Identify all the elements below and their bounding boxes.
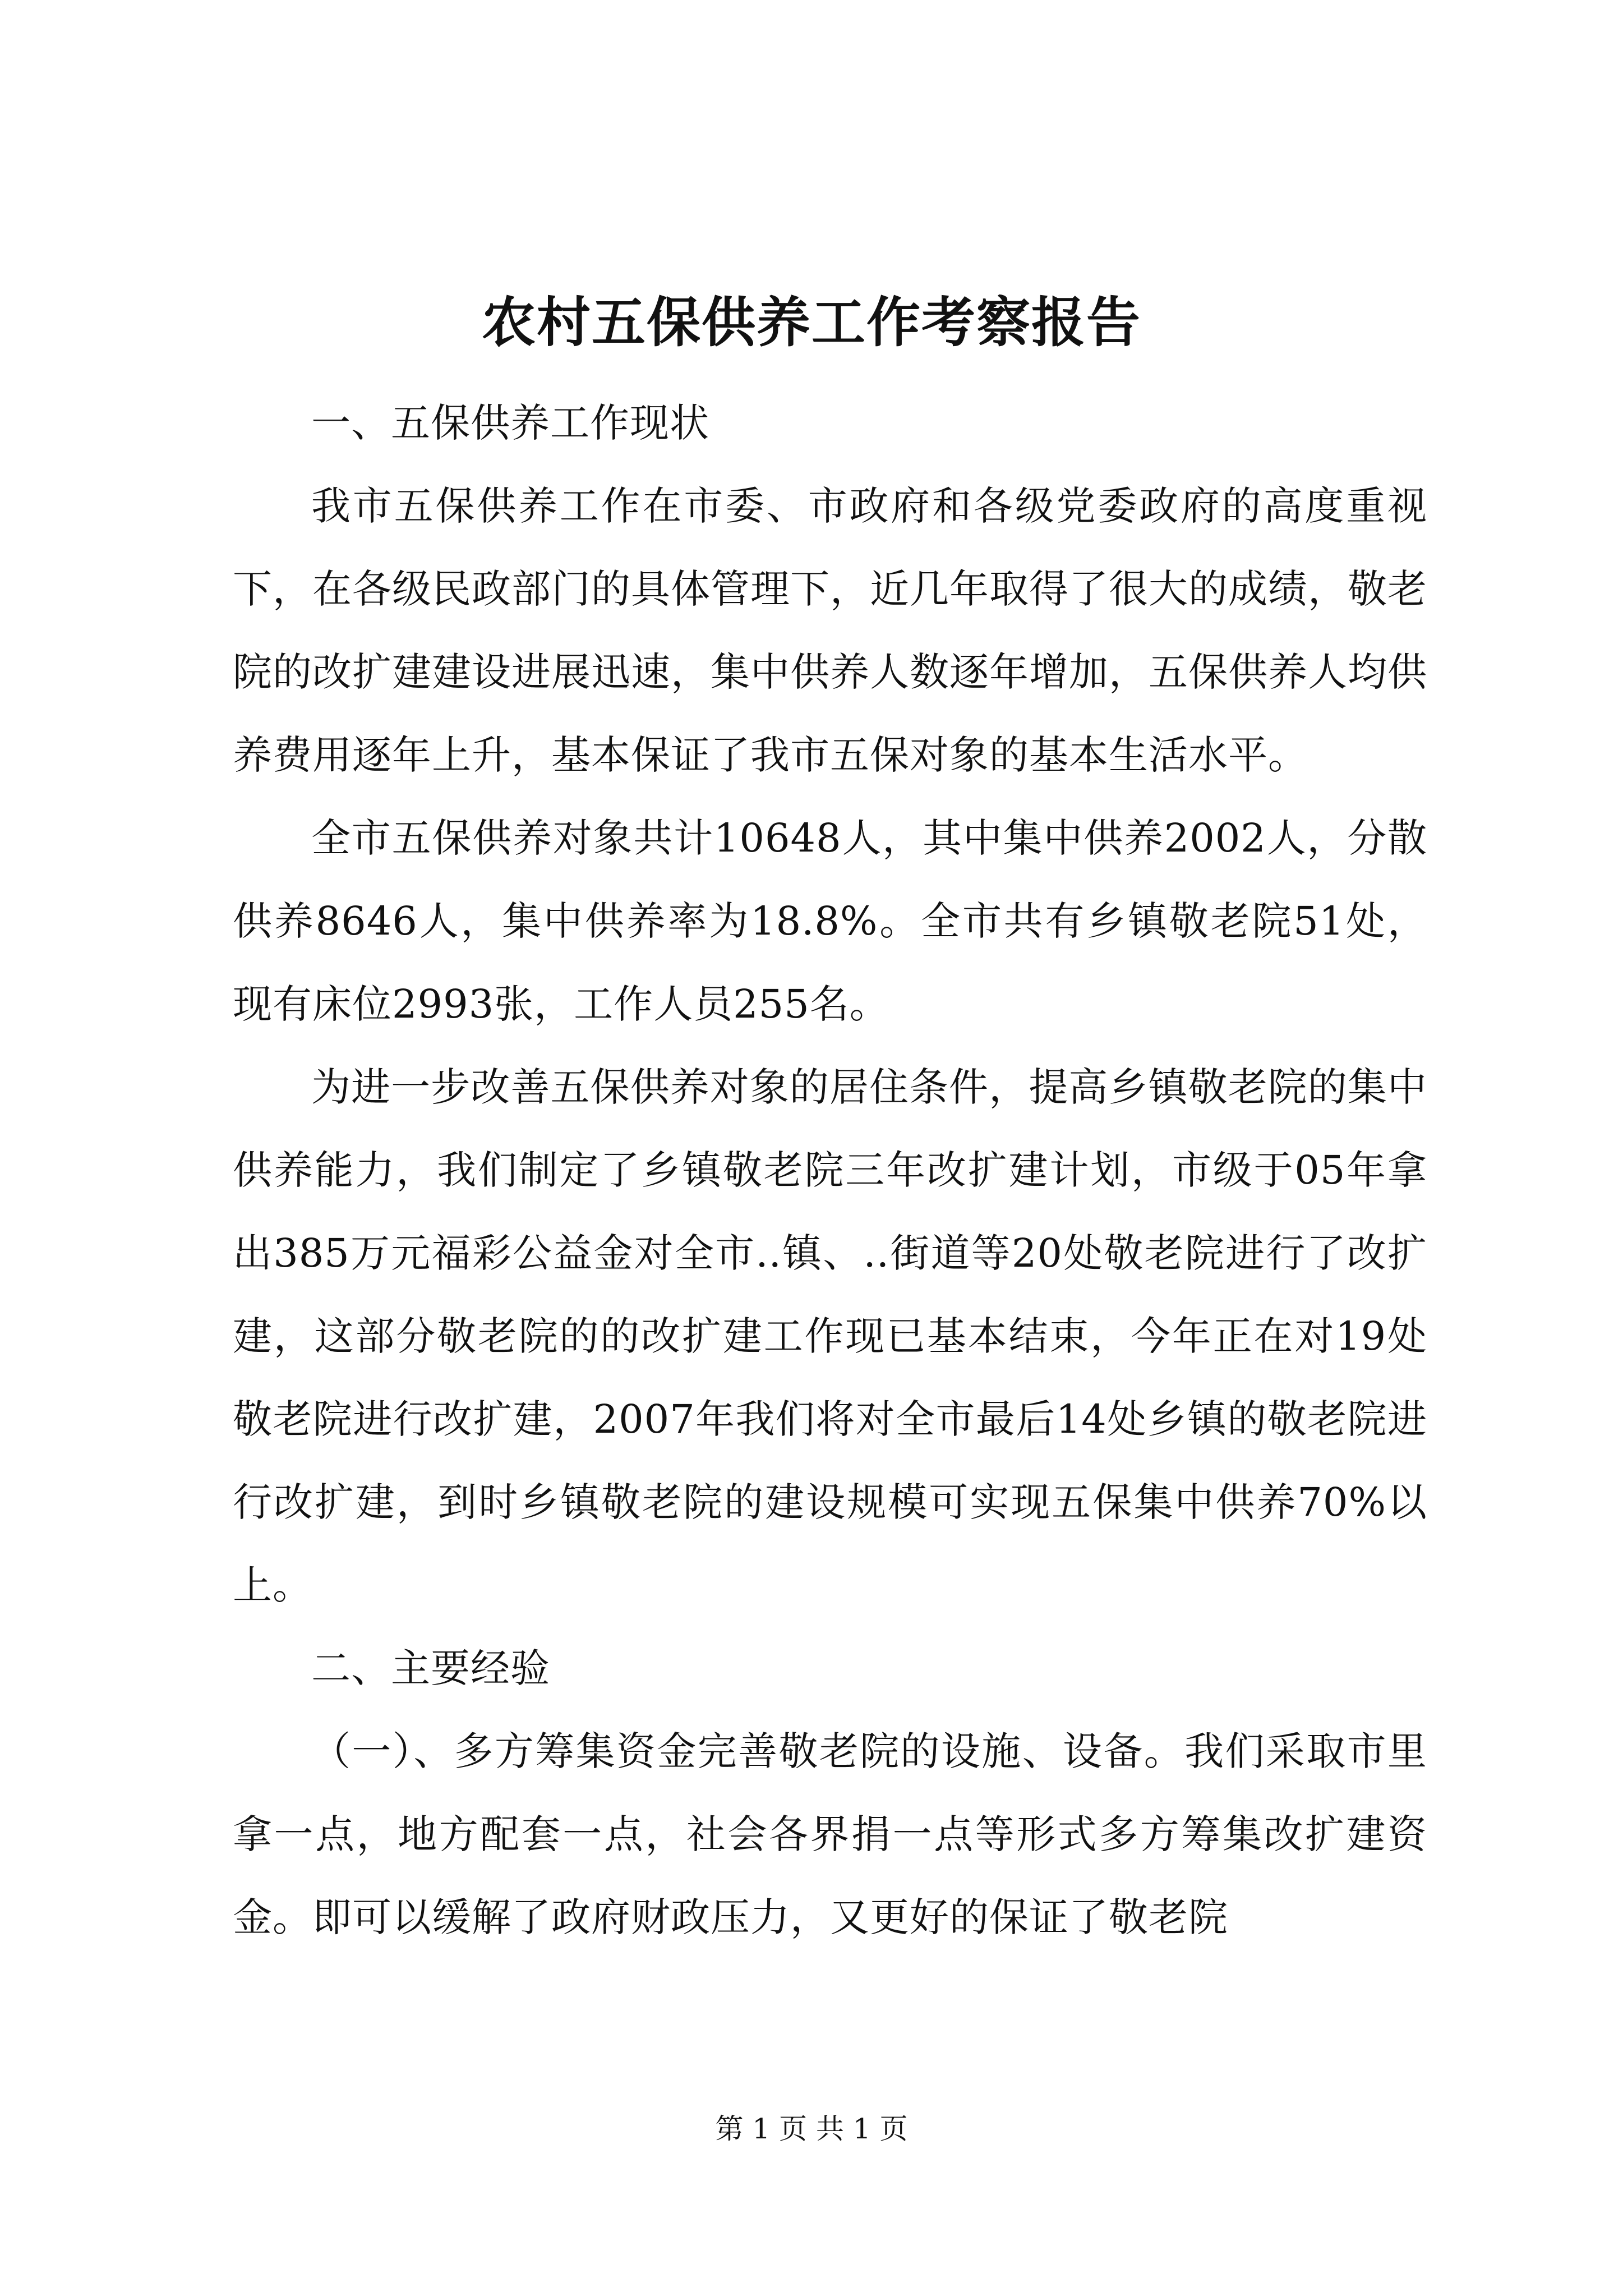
body-paragraph: （一）、多方筹集资金完善敬老院的设施、设备。我们采取市里拿一点，地方配套一点，社会各界捐一点等形式多方筹集改扩建资金。即可以缓解了政府财政压力，又更好的保证了敬老院 [233,1728,1427,1940]
document-title: 农村五保供养工作考察报告 [482,291,1141,354]
body-paragraph: 全市五保供养对象共计10648人，其中集中供养2002人，分散供养8646人，集中供养率为18.8%。全市共有乡镇敬老院51处，现有床位2993张，工作人员255名。 [233,815,1427,1027]
section-heading: 二、主要经验 [311,1645,550,1691]
body-paragraph: 我市五保供养工作在市委、市政府和各级党委政府的高度重视下，在各级民政部门的具体管理下，近几年取得了很大的成绩，敬老院的改扩建建设进展迅速，集中供养人数逐年增加，五保供养人均供养费用逐年上升，基本保证了我市五保对象的基本生活水平。 [233,483,1427,778]
document-body [233,381,1427,1959]
section-heading: 一、五保供养工作现状 [311,400,709,446]
page-footer: 第 1 页 共 1 页 [715,2113,908,2145]
body-paragraph: 为进一步改善五保供养对象的居住条件，提高乡镇敬老院的集中供养能力，我们制定了乡镇敬老院三年改扩建计划，市级于05年拿出385万元福彩公益金对全市..镇、..街道等20处敬老院进行了改扩建，这部分敬老院的的改扩建工作现已基本结束，今年正在对19处敬老院进行改扩建，2007年我们将对全市最后14处乡镇的敬老院进行改扩建，到时乡镇敬老院的建设规模可实现五保集中供养70%以上。 [233,1064,1427,1608]
